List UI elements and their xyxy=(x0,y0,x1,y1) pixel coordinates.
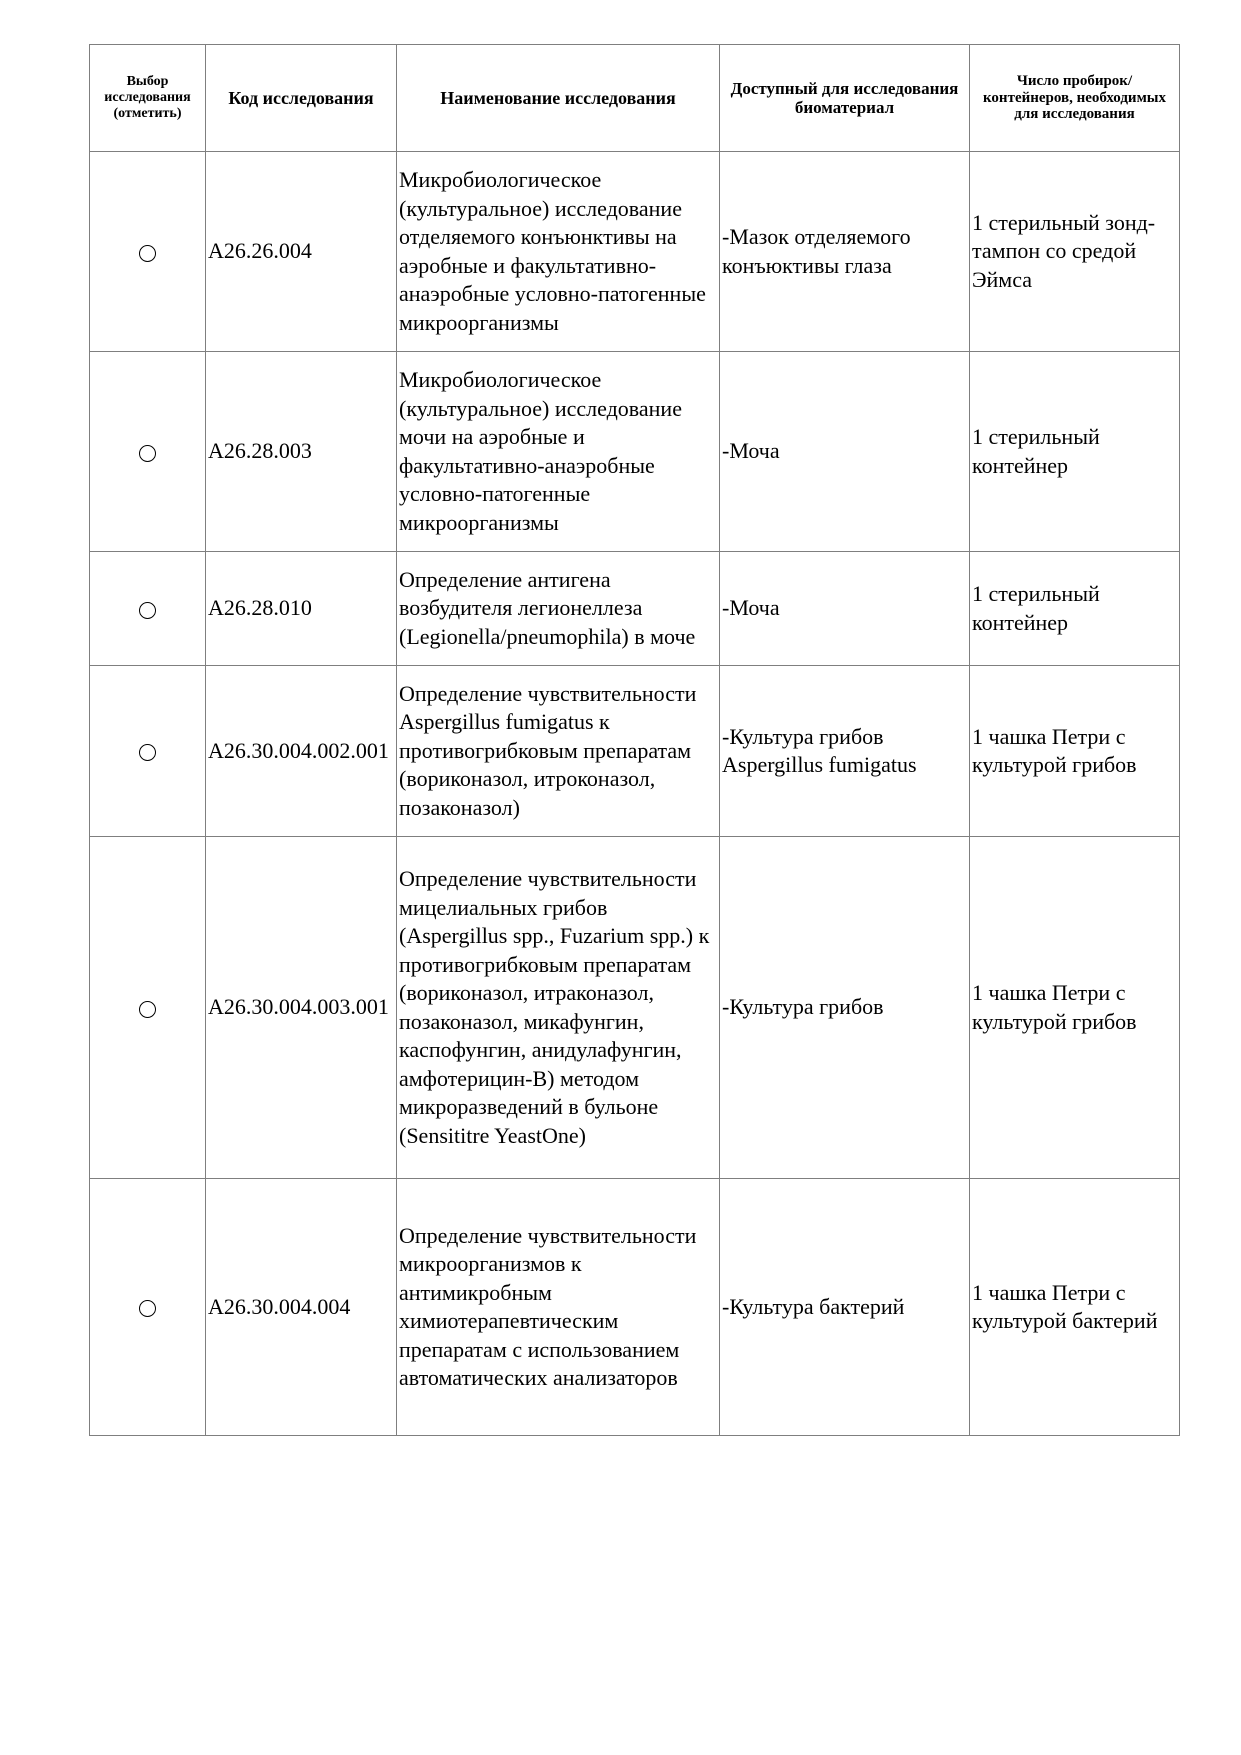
select-cell xyxy=(90,552,206,666)
research-name: Определение чувствительности мицелиальных грибов (Aspergillus spp., Fuzarium spp.) к противогрибковым препаратам (вориконазол, итраконазол, позаконазол, микафунгин, каспофунгин, анидулафунгин, амфотерицин-В) методом микроразведений в бульоне (Sensititre YeastOne) xyxy=(397,837,720,1179)
table-row xyxy=(90,837,1180,1179)
table-header-row xyxy=(90,45,1180,152)
select-cell xyxy=(90,152,206,352)
container-count: 1 стерильный контейнер xyxy=(970,552,1180,666)
research-name: Определение чувствительности Aspergillus fumigatus к противогрибковым препаратам (вориконазол, итроконазол, позаконазол) xyxy=(397,666,720,837)
container-count: 1 стерильный зонд-тампон со средой Эймса xyxy=(970,152,1180,352)
select-radio[interactable] xyxy=(139,602,156,619)
table-row xyxy=(90,666,1180,837)
table-row xyxy=(90,552,1180,666)
research-code: A26.28.003 xyxy=(206,352,397,552)
table-row xyxy=(90,1179,1180,1436)
biomaterial: -Моча xyxy=(720,552,970,666)
header-select: Выбор исследования (отметить) xyxy=(90,45,206,152)
select-cell xyxy=(90,1179,206,1436)
research-code: A26.30.004.004 xyxy=(206,1179,397,1436)
research-name: Микробиологическое (культуральное) исследование мочи на аэробные и факультативно-анаэробные условно-патогенные микроорганизмы xyxy=(397,352,720,552)
container-count: 1 стерильный контейнер xyxy=(970,352,1180,552)
biomaterial: -Культура грибов Aspergillus fumigatus xyxy=(720,666,970,837)
select-cell xyxy=(90,352,206,552)
select-radio[interactable] xyxy=(139,245,156,262)
document-page xyxy=(89,44,1179,1436)
container-count: 1 чашка Петри с культурой грибов xyxy=(970,837,1180,1179)
container-count: 1 чашка Петри с культурой грибов xyxy=(970,666,1180,837)
table-row xyxy=(90,352,1180,552)
research-name: Определение антигена возбудителя легионеллеза (Legionella/pneumophila) в моче xyxy=(397,552,720,666)
select-cell xyxy=(90,837,206,1179)
biomaterial: -Мазок отделяемого конъюктивы глаза xyxy=(720,152,970,352)
select-radio[interactable] xyxy=(139,1300,156,1317)
header-name: Наименование исследования xyxy=(397,45,720,152)
select-radio[interactable] xyxy=(139,744,156,761)
biomaterial: -Моча xyxy=(720,352,970,552)
table-row xyxy=(90,152,1180,352)
research-code: A26.30.004.002.001 xyxy=(206,666,397,837)
research-name: Микробиологическое (культуральное) исследование отделяемого конъюнктивы на аэробные и факультативно-анаэробные условно-патогенные микроорганизмы xyxy=(397,152,720,352)
select-cell xyxy=(90,666,206,837)
biomaterial: -Культура бактерий xyxy=(720,1179,970,1436)
research-code: A26.28.010 xyxy=(206,552,397,666)
header-biomaterial: Доступный для исследования биоматериал xyxy=(720,45,970,152)
research-table xyxy=(89,44,1180,1436)
biomaterial: -Культура грибов xyxy=(720,837,970,1179)
select-radio[interactable] xyxy=(139,1001,156,1018)
research-code: A26.30.004.003.001 xyxy=(206,837,397,1179)
container-count: 1 чашка Петри с культурой бактерий xyxy=(970,1179,1180,1436)
research-name: Определение чувствительности микроорганизмов к антимикробным химиотерапевтическим препаратам с использованием автоматических анализаторов xyxy=(397,1179,720,1436)
header-code: Код исследования xyxy=(206,45,397,152)
research-code: A26.26.004 xyxy=(206,152,397,352)
select-radio[interactable] xyxy=(139,445,156,462)
header-count: Число пробирок/контейнеров, необходимых для исследования xyxy=(970,45,1180,152)
